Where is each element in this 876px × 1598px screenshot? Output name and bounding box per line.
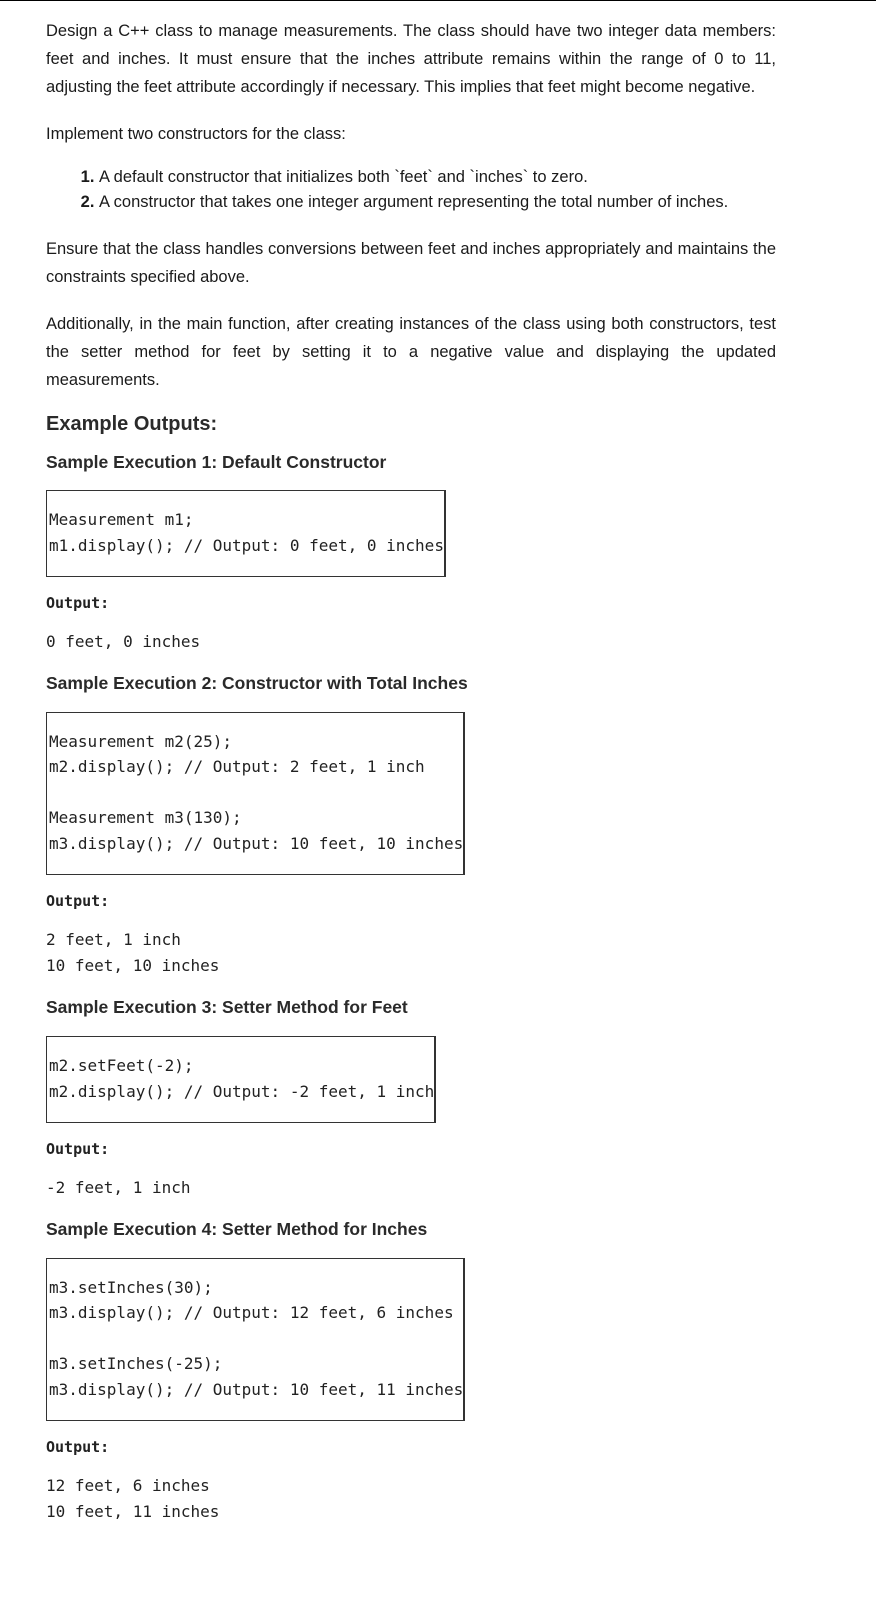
sample-2-code-block bbox=[46, 712, 465, 876]
sample-1-output-label: Output: bbox=[46, 594, 110, 612]
sample-2-output-label: Output: bbox=[46, 892, 110, 910]
sample-3-title: Sample Execution 3: Setter Method for Feet bbox=[46, 997, 408, 1017]
output-line: 10 feet, 10 inches bbox=[46, 955, 220, 975]
code-line: m2.display(); // Output: -2 feet, 1 inch bbox=[49, 1081, 435, 1101]
code-line: m3.display(); // Output: 10 feet, 11 inches bbox=[49, 1379, 464, 1399]
code-blank-line bbox=[49, 1326, 463, 1352]
example-outputs-heading: Example Outputs: bbox=[46, 413, 218, 435]
output-line: 2 feet, 1 inch bbox=[46, 930, 181, 949]
output-line: 12 feet, 6 inches bbox=[46, 1476, 210, 1495]
output-line: 10 feet, 11 inches bbox=[46, 1501, 220, 1521]
sample-4-output bbox=[46, 1473, 776, 1524]
top-divider bbox=[0, 0, 876, 1]
constructor-list bbox=[46, 165, 776, 215]
code-line: Measurement m2(25); bbox=[49, 731, 233, 751]
code-line: m3.setInches(30); bbox=[49, 1277, 213, 1297]
code-line: m2.display(); // Output: 2 feet, 1 inch bbox=[49, 757, 425, 776]
sample-2-output bbox=[46, 927, 776, 978]
sample-4-title: Sample Execution 4: Setter Method for Inches bbox=[46, 1218, 428, 1239]
sample-1-output bbox=[46, 629, 776, 655]
sample-3-output bbox=[46, 1175, 776, 1201]
code-blank-line bbox=[49, 780, 463, 806]
sample-1-code-block bbox=[46, 490, 446, 577]
sample-1-title: Sample Execution 1: Default Constructor bbox=[46, 452, 387, 472]
intro-paragraph-1: Design a C++ class to manage measurements. The class should have two integer data members: feet and inches. It must ensure that the inches attribute remains within the range of 0 to 11, adjusting the feet attribute accordingly if necessary. This implies that feet might become negative. bbox=[46, 22, 776, 96]
sample-2-title: Sample Execution 2: Constructor with Total Inches bbox=[46, 672, 468, 693]
code-line: Measurement m3(130); bbox=[49, 808, 242, 827]
document-body bbox=[46, 17, 776, 1524]
sample-3-output-label: Output: bbox=[46, 1140, 110, 1158]
list-item: 2. A constructor that takes one integer argument representing the total number of inches. bbox=[99, 190, 776, 215]
list-item: 1. A default constructor that initializes both `feet` and `inches` to zero. bbox=[99, 165, 776, 190]
output-line: 0 feet, 0 inches bbox=[46, 632, 201, 651]
code-line: m1.display(); // Output: 0 feet, 0 inches bbox=[49, 535, 444, 555]
intro-paragraph-3: Ensure that the class handles conversions between feet and inches appropriately and maintains the constraints specified above. bbox=[46, 240, 776, 286]
code-line: m2.setFeet(-2); bbox=[49, 1056, 194, 1075]
sample-4-output-label: Output: bbox=[46, 1438, 110, 1456]
output-line: -2 feet, 1 inch bbox=[46, 1178, 191, 1197]
code-line: m3.setInches(-25); bbox=[49, 1354, 223, 1373]
code-line: m3.display(); // Output: 10 feet, 10 inches bbox=[49, 833, 464, 853]
sample-4-code-block bbox=[46, 1258, 465, 1422]
code-line: m3.display(); // Output: 12 feet, 6 inches bbox=[49, 1303, 454, 1322]
code-line: Measurement m1; bbox=[49, 510, 194, 529]
intro-paragraph-2: Implement two constructors for the class: bbox=[46, 125, 346, 143]
intro-paragraph-4: Additionally, in the main function, after creating instances of the class using both constructors, test the setter method for feet by setting it to a negative value and displaying the updated measurements. bbox=[46, 315, 776, 389]
sample-3-code-block bbox=[46, 1036, 436, 1123]
